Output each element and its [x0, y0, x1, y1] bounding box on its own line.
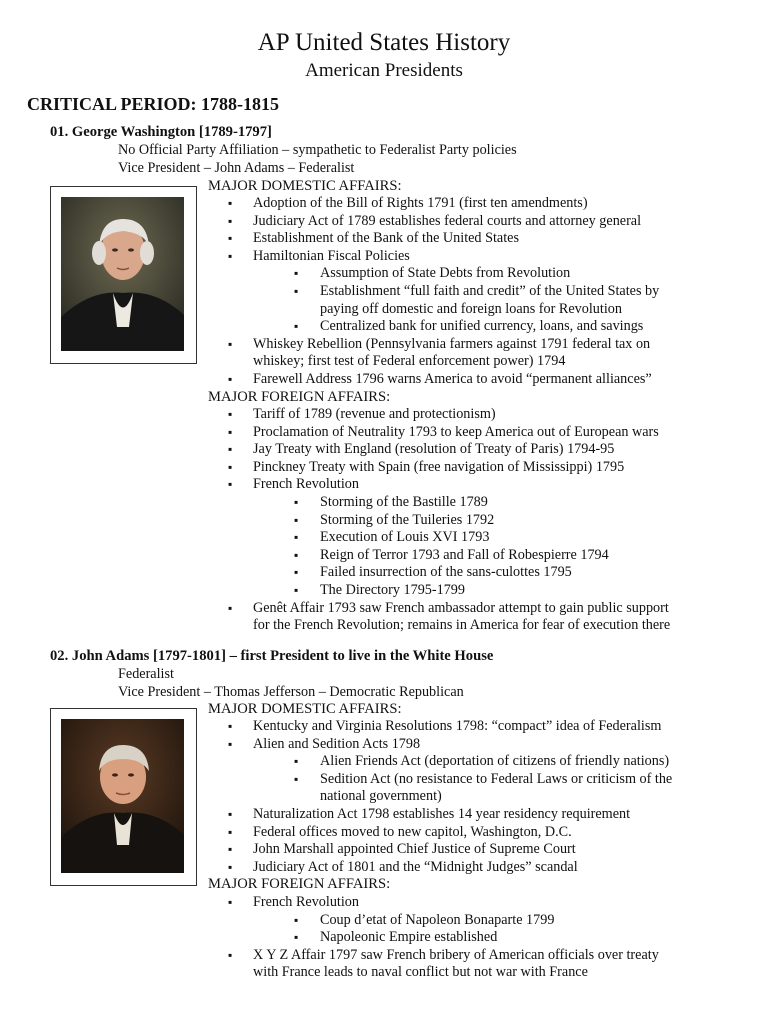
page-subtitle: American Presidents: [305, 60, 463, 81]
list-item: ▪ John Marshall appointed Chief Justice of Supreme Court: [208, 841, 672, 859]
vice-president-adams: Vice President – Thomas Jefferson – Democratic Republican: [118, 684, 464, 700]
list-item: ▪ French Revolution: [208, 894, 659, 912]
list-item: ▪ Kentucky and Virginia Resolutions 1798: “compact” idea of Federalism: [208, 718, 672, 736]
list-item: ▪ Centralized bank for unified currency, loans, and savings: [208, 318, 659, 336]
list-item: ▪ Napoleonic Empire established: [208, 929, 659, 947]
list-item: ▪ Jay Treaty with England (resolution of Treaty of Paris) 1794-95: [208, 441, 670, 459]
foreign-affairs-list-adams: [208, 894, 659, 982]
party-adams: Federalist: [118, 666, 174, 682]
list-item: ▪ Judiciary Act of 1801 and the “Midnight Judges” scandal: [208, 859, 672, 877]
domestic-affairs-label-washington: MAJOR DOMESTIC AFFAIRS:: [208, 178, 402, 194]
list-item: ▪ X Y Z Affair 1797 saw French bribery of American officials over treaty: [208, 947, 659, 965]
list-item: ▪ Hamiltonian Fiscal Policies: [208, 248, 659, 266]
page-title: AP United States History: [257, 29, 511, 56]
portrait-washington: [50, 186, 197, 364]
portrait-adams: [50, 708, 197, 886]
list-item-continuation: whiskey; first test of Federal enforcement power) 1794: [253, 353, 566, 370]
list-item: ▪ Proclamation of Neutrality 1793 to keep America out of European wars: [208, 424, 670, 442]
period-heading: CRITICAL PERIOD: 1788-1815: [27, 94, 280, 114]
washington-portrait-image: [61, 197, 184, 351]
list-item: ▪ Adoption of the Bill of Rights 1791 (first ten amendments): [208, 195, 659, 213]
list-item: ▪ Genêt Affair 1793 saw French ambassador attempt to gain public support: [208, 600, 670, 618]
president-heading-washington: 01. George Washington [1789-1797]: [50, 124, 272, 140]
list-item: ▪ Whiskey Rebellion (Pennsylvania farmers against 1791 federal tax on: [208, 336, 659, 354]
list-item: ▪ Farewell Address 1796 warns America to avoid “permanent alliances”: [208, 371, 659, 389]
domestic-affairs-label-adams: MAJOR DOMESTIC AFFAIRS:: [208, 701, 402, 717]
foreign-affairs-list-washington: [208, 406, 670, 635]
list-item: ▪ Federal offices moved to new capitol, Washington, D.C.: [208, 824, 672, 842]
domestic-affairs-list-washington: [208, 195, 659, 389]
list-item: ▪ Assumption of State Debts from Revolution: [208, 265, 659, 283]
list-item: ▪ Establishment of the Bank of the United States: [208, 230, 659, 248]
list-item: ▪ Establishment “full faith and credit” of the United States by: [208, 283, 659, 301]
vice-president-washington: Vice President – John Adams – Federalist: [118, 160, 355, 176]
president-heading-adams: 02. John Adams [1797-1801] – first President to live in the White House: [50, 648, 494, 664]
list-item-continuation: with France leads to naval conflict but not war with France: [253, 964, 588, 981]
foreign-affairs-label-washington: MAJOR FOREIGN AFFAIRS:: [208, 389, 391, 405]
list-item: ▪ Judiciary Act of 1789 establishes federal courts and attorney general: [208, 213, 659, 231]
party-washington: No Official Party Affiliation – sympathetic to Federalist Party policies: [118, 142, 517, 158]
list-item-continuation: for the French Revolution; remains in America for fear of execution there: [253, 617, 671, 634]
list-item: ▪ Alien Friends Act (deportation of citizens of friendly nations): [208, 753, 672, 771]
list-item: ▪ Coup d’etat of Napoleon Bonaparte 1799: [208, 912, 659, 930]
list-item: ▪ Naturalization Act 1798 establishes 14 year residency requirement: [208, 806, 672, 824]
list-item: ▪ Tariff of 1789 (revenue and protectionism): [208, 406, 670, 424]
list-item-continuation: national government): [320, 788, 442, 805]
list-item: ▪ Sedition Act (no resistance to Federal Laws or criticism of the: [208, 771, 672, 789]
list-item: ▪ Failed insurrection of the sans-culottes 1795: [208, 564, 670, 582]
list-item: ▪ The Directory 1795-1799: [208, 582, 670, 600]
list-item: ▪ Execution of Louis XVI 1793: [208, 529, 670, 547]
adams-portrait-image: [61, 719, 184, 873]
list-item-continuation: paying off domestic and foreign loans for Revolution: [320, 300, 622, 317]
list-item: ▪ Alien and Sedition Acts 1798: [208, 736, 672, 754]
list-item: ▪ Reign of Terror 1793 and Fall of Robespierre 1794: [208, 547, 670, 565]
list-item: ▪ French Revolution: [208, 476, 670, 494]
list-item: ▪ Storming of the Tuileries 1792: [208, 512, 670, 530]
list-item: ▪ Pinckney Treaty with Spain (free navigation of Mississippi) 1795: [208, 459, 670, 477]
foreign-affairs-label-adams: MAJOR FOREIGN AFFAIRS:: [208, 876, 391, 892]
domestic-affairs-list-adams: [208, 718, 672, 876]
list-item: ▪ Storming of the Bastille 1789: [208, 494, 670, 512]
